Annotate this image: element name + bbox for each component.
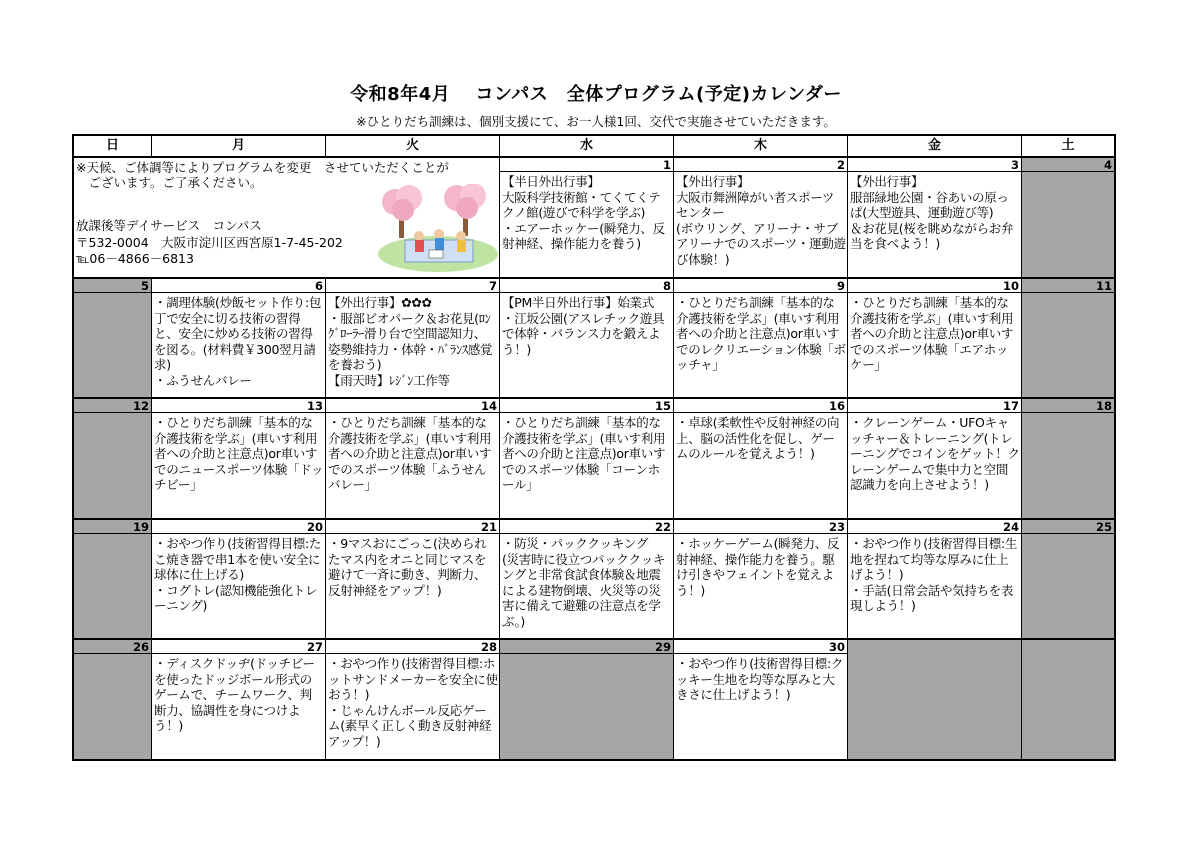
- day-number: 23: [674, 520, 847, 534]
- day-cell-tue: [326, 640, 500, 759]
- day-cell-sat: [1022, 399, 1114, 518]
- day-program-text: ・おやつ作り(技術習得目標:生地を捏ねて均等な厚みに仕上げよう！) ・手話(日常会話や気持ちを表現しよう！): [850, 536, 1018, 613]
- day-cell-wed: [500, 279, 674, 397]
- day-program-text: ・9マスおにごっこ(決められたマス内をオニと同じマスを避けて一斉に動き、判断力、反射神経をアップ！): [328, 536, 487, 598]
- day-number: 13: [152, 399, 325, 413]
- week-row-5: [74, 640, 1114, 759]
- day-number: 10: [848, 279, 1021, 293]
- day-program-text: ・クレーンゲーム・UFOキャッチャー＆トレーニング(トレーニングでコインをゲット！クレーンゲームで集中力と空間認識力を向上させよう！): [850, 415, 1020, 492]
- calendar-table: [72, 134, 1116, 761]
- day-cell-mon: [152, 640, 326, 759]
- day-number: 28: [326, 640, 499, 654]
- day-program-text: ・おやつ作り(技術習得目標:たこ焼き器で串1本を使い安全に球体に仕上げる) ・コグトレ(認知機能強化トレーニング): [154, 536, 322, 613]
- day-program-text: ・おやつ作り(技術習得目標:クッキー生地を均等な厚みと大きさに仕上げよう！): [676, 656, 844, 702]
- day-cell-wed: [500, 640, 674, 759]
- day-program-text: ・防災・パッククッキング (災害時に役立つパッククッキングと非常食試食体験＆地震による建物倒壊、火災等の災害に備えて避難の注意点を学ぶ。): [502, 536, 666, 629]
- weekday-sun: 日: [74, 136, 152, 156]
- weekday-sat: 土: [1061, 138, 1075, 153]
- day-cell-fri: [848, 279, 1022, 397]
- day-cell-sat: [1022, 158, 1114, 277]
- day-number: 20: [152, 520, 325, 534]
- day-cell-mon: [152, 279, 326, 397]
- day-number: 12: [74, 399, 151, 413]
- day-cell-thu: [674, 640, 848, 759]
- day-program-text: ・卓球(柔軟性や反射神経の向上、脳の活性化を促し、ゲームのルールを覚えよう！): [676, 415, 840, 461]
- day-number: [1022, 640, 1114, 654]
- day-program-text: ・ひとりだち訓練「基本的な介護技術を学ぶ」(車いす利用者への介助と注意点)or車いすでのスポーツ体験「コーンホール」: [502, 415, 666, 492]
- week-row-1: [74, 158, 1114, 279]
- day-program-text: ・ホッケーゲーム(瞬発力、反射神経、操作能力を養う。駆け引きやフェイントを覚えよう！): [676, 536, 840, 598]
- day-number: 11: [1022, 279, 1114, 293]
- day-number: 17: [848, 399, 1021, 413]
- day-program-text: ・ディスクドッヂ(ドッチビーを使ったドッジボール形式のゲームで、チームワーク、判断力、協調性を身につけよう！): [154, 656, 315, 733]
- info-panel: [74, 158, 500, 277]
- day-program-text: ・ひとりだち訓練「基本的な介護技術を学ぶ」(車いす利用者への介助と注意点)or車いすでのニュースポーツ体験「ドッチビー」: [154, 415, 324, 492]
- day-cell-mon: [152, 520, 326, 638]
- day-number: 5: [74, 279, 151, 293]
- day-cell-wed: [500, 520, 674, 638]
- day-cell-fri: [848, 399, 1022, 518]
- day-cell-sat: [1022, 640, 1114, 759]
- day-program-text: ・調理体験(炒飯セット作り:包丁で安全に切る技術の習得と、安全に炒める技術の習得を図る。(材料費￥300翌月請求) ・ふうせんバレー: [154, 295, 322, 388]
- day-number: 19: [74, 520, 151, 534]
- week-row-2: [74, 279, 1114, 399]
- weekday-mon: 月: [152, 136, 326, 156]
- day-number: 8: [500, 279, 673, 293]
- picnic-illustration: [377, 184, 499, 272]
- day-program-text: 【外出行事】 服部緑地公園・谷あいの原っぱ(大型遊具、運動遊び等) ＆お花見(桜を眺めながらお弁当を食べよう！): [850, 174, 1014, 251]
- day-number: 14: [326, 399, 499, 413]
- day-cell-wed: [500, 399, 674, 518]
- page-subtitle: ※ひとりだち訓練は、個別支援にて、お一人様1回、交代で実施させていただきます。: [356, 114, 836, 129]
- day-program-text: ・おやつ作り(技術習得目標:ホットサンドメーカーを安全に使おう！) ・じゃんけんボール反応ゲーム(素早く正しく動き反射神経アップ！): [328, 656, 498, 749]
- day-program-text: 【外出行事】 大阪市舞洲障がい者スポーツセンター (ボウリング、アリーナ・サブアリーナでのスポーツ・運動遊び体験！): [676, 174, 846, 267]
- day-number: 6: [152, 279, 325, 293]
- day-cell-fri: [848, 640, 1022, 759]
- day-number: 3: [848, 158, 1021, 172]
- day-number: 29: [500, 640, 673, 654]
- weekday-wed: 水: [500, 136, 674, 156]
- day-cell-wed: [500, 158, 674, 277]
- day-cell-thu: [674, 158, 848, 277]
- week-row-3: [74, 399, 1114, 520]
- day-number: 16: [674, 399, 847, 413]
- day-number: 21: [326, 520, 499, 534]
- day-number: 30: [674, 640, 847, 654]
- weekday-tue: 火: [326, 136, 500, 156]
- day-cell-tue: [326, 279, 500, 397]
- day-program-text: 【半日外出行事】 大阪科学技術館・てくてくテクノ館(遊びで科学を学ぶ) ・エアーホッケー(瞬発力、反射神経、操作能力を養う): [502, 174, 665, 251]
- day-number: 1: [500, 158, 673, 172]
- day-number: 26: [74, 640, 151, 654]
- day-cell-sun: [74, 640, 152, 759]
- day-cell-thu: [674, 520, 848, 638]
- weekday-thu: 木: [674, 136, 848, 156]
- week-row-4: [74, 520, 1114, 640]
- day-cell-tue: [326, 399, 500, 518]
- day-cell-sat: [1022, 520, 1114, 638]
- weekday-fri: 金: [848, 136, 1022, 156]
- day-cell-sun: [74, 399, 152, 518]
- day-cell-sun: [74, 279, 152, 397]
- day-program-text: ・ひとりだち訓練「基本的な介護技術を学ぶ」(車いす利用者への介助と注意点)or車いすでのスポーツ体験「ふうせんバレー」: [328, 415, 492, 492]
- day-cell-thu: [674, 279, 848, 397]
- page-title: 令和8年4月 コンパス 全体プログラム(予定)カレンダー: [350, 84, 842, 105]
- weekday-header-row: [74, 136, 1114, 158]
- day-number: 18: [1022, 399, 1114, 413]
- day-cell-fri: [848, 520, 1022, 638]
- day-cell-tue: [326, 520, 500, 638]
- day-cell-mon: [152, 399, 326, 518]
- day-number: 9: [674, 279, 847, 293]
- day-number: 15: [500, 399, 673, 413]
- day-cell-sat: [1022, 279, 1114, 397]
- day-number: 4: [1022, 158, 1114, 172]
- day-program-text: 【外出行事】✿✿✿ ・服部ビオパーク＆お花見(ﾛﾝｸﾞﾛｰﾗｰ滑り台で空間認知力、姿勢維持力・体幹・ﾊﾞﾗﾝｽ感覚を養おう) 【雨天時】ﾚｼﾞﾝ工作等: [328, 295, 493, 388]
- day-cell-fri: [848, 158, 1022, 277]
- day-number: 27: [152, 640, 325, 654]
- day-program-text: 【PM半日外出行事】始業式 ・江坂公園(アスレチック遊具で体幹・バランス力を鍛えよう！): [502, 295, 665, 357]
- day-number: 2: [674, 158, 847, 172]
- day-number: 24: [848, 520, 1021, 534]
- day-number: 7: [326, 279, 499, 293]
- office-address: 放課後等デイサービス コンパス 〒532-0004 大阪市淀川区西宮原1-7-45-202 ℡06－4866－6813: [76, 218, 343, 266]
- notice-text: ※天候、ご体調等によりプログラムを変更 させていただくことが ございます。ご了承ください。: [76, 160, 449, 190]
- day-program-text: ・ひとりだち訓練「基本的な介護技術を学ぶ」(車いす利用者への介助と注意点)or車いすでのスポーツ体験「エアホッケー」: [850, 295, 1014, 372]
- day-number: 22: [500, 520, 673, 534]
- day-cell-sun: [74, 520, 152, 638]
- day-program-text: ・ひとりだち訓練「基本的な介護技術を学ぶ」(車いす利用者への介助と注意点)or車いすでのレクリエーション体験「ボッチャ」: [676, 295, 846, 372]
- day-number: 25: [1022, 520, 1114, 534]
- day-number: [848, 640, 1021, 654]
- day-cell-thu: [674, 399, 848, 518]
